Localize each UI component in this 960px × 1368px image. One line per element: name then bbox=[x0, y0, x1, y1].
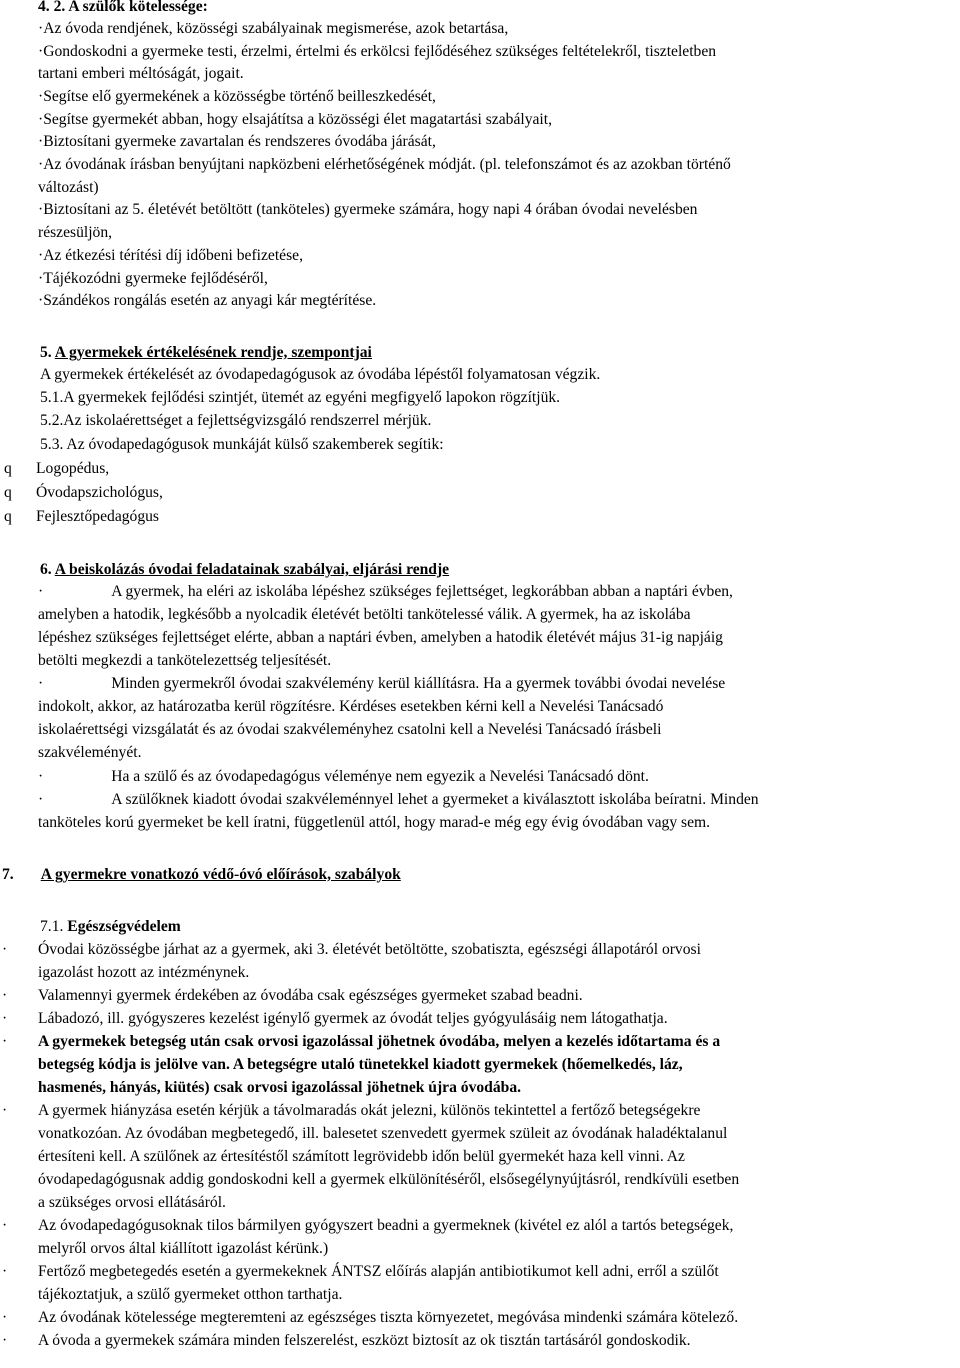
bullet: · bbox=[2, 1263, 8, 1280]
bullet: · bbox=[2, 1309, 8, 1326]
text-line: ·Segítse gyermekét abban, hogy elsajátítsa a közösségi élet magatartási szabályait, bbox=[38, 111, 552, 128]
text-line: igazolást hozott az intézménynek. bbox=[38, 964, 250, 981]
list-item: · Valamennyi gyermek érdekében az óvodába csak egészséges gyermeket szabad beadni. bbox=[38, 985, 583, 1007]
list-marker: q bbox=[4, 484, 12, 501]
text-line: tanköteles korú gyermeket be kell íratni, függetlenül attól, hogy marad-e még egy évig óvodában vagy sem. bbox=[38, 814, 711, 831]
text-line: 5.1.A gyermekek fejlődési szintjét, ütemét az egyéni megfigyelő lapokon rögzítjük. bbox=[40, 389, 561, 406]
text-line: 5.2.Az iskolaérettséget a fejlettségvizsgáló rendszerrel mérjük. bbox=[40, 412, 432, 429]
text-line: részesüljön, bbox=[38, 224, 113, 241]
text-line: betölti megkezdi a tankötelezettség teljesítését. bbox=[38, 652, 332, 669]
bullet: · bbox=[38, 583, 44, 600]
bullet: · bbox=[2, 1217, 8, 1234]
bullet: · bbox=[2, 1033, 8, 1050]
text-line: változást) bbox=[38, 179, 99, 196]
list-item: · A gyermekek betegség után csak orvosi igazolással jöhetnek óvodába, melyen a kezelés időtartama és a bbox=[38, 1031, 720, 1053]
section-5-heading: 5. A gyermekek értékelésének rendje, szempontjai bbox=[40, 344, 372, 361]
bullet: · bbox=[2, 1102, 8, 1119]
section-6-heading: 6. A beiskolázás óvodai feladatainak szabályai, eljárási rendje bbox=[40, 561, 450, 578]
text-line: lépéshez szükséges fejlettséget elérte, abban a naptári évben, amelyben a hatodik életévét május 31-ig napjáig bbox=[38, 629, 723, 646]
text-line: a szükséges orvosi ellátásáról. bbox=[38, 1194, 226, 1211]
list-item: · Óvodai közösségbe járhat az a gyermek, aki 3. életévét betöltötte, szobatiszta, egészségi állapotáról orvosi bbox=[38, 939, 701, 961]
section-7-heading: 7. A gyermekre vonatkozó védő-óvó előírások, szabályok bbox=[2, 866, 401, 883]
text-line: · A gyermek, ha eléri az iskolába lépéshez szükséges fejlettséget, legkorábban abban a naptári évben, bbox=[38, 583, 733, 600]
text-line: tájékoztatjuk, a szülő gyermeket otthon tarthatja. bbox=[38, 1286, 343, 1303]
list-item: · A óvoda a gyermekek számára minden felszerelést, eszközt biztosít az ok tisztán tartásáról gondoskodik. bbox=[38, 1330, 691, 1352]
text-line: vonatkozóan. Az óvodában megbetegedő, ill. balesetet szenvedett gyermek szüleit az óvodának haladéktalanul bbox=[38, 1125, 728, 1142]
text-line: betegség kódja is jelölve van. A betegségre utaló tünetekkel kiadott gyermekek (hőemelkedés, láz, bbox=[38, 1056, 683, 1073]
bullet: · bbox=[38, 675, 44, 692]
list-item: q Fejlesztőpedagógus bbox=[36, 506, 159, 528]
bullet: · bbox=[38, 768, 44, 785]
text-line: · A szülőknek kiadott óvodai szakvéleménnyel lehet a gyermeket a kiválasztott iskolába beíratni. Minden bbox=[38, 791, 759, 808]
text-line: ·Az étkezési térítési díj időbeni befizetése, bbox=[38, 247, 303, 264]
text-line: szakvéleményét. bbox=[38, 744, 142, 761]
text-line: 5.3. Az óvodapedagógusok munkáját külső szakemberek segítik: bbox=[40, 436, 444, 453]
text-line: ·Tájékozódni gyermeke fejlődéséről, bbox=[38, 270, 268, 287]
bullet: · bbox=[38, 791, 44, 808]
text-line: óvodapedagógusnak addig gondoskodni kell a gyermek elkülönítéséről, elsősegélynyújtásról, rendkívüli esetben bbox=[38, 1171, 740, 1188]
text-line: melyről orvos által kiállított igazolást kérünk.) bbox=[38, 1240, 329, 1257]
text-line: ·Szándékos rongálás esetén az anyagi kár megtérítése. bbox=[38, 292, 377, 309]
text-line: ·Biztosítani az 5. életévét betöltött (tanköteles) gyermeke számára, hogy napi 4 órában óvodai nevelésben bbox=[38, 201, 698, 218]
list-item: q Óvodapszichológus, bbox=[36, 482, 163, 504]
text-line: tartani emberi méltóságát, jogait. bbox=[38, 65, 244, 82]
bullet: · bbox=[2, 1010, 8, 1027]
section-4-heading: 4. 2. A szülők kötelessége: bbox=[38, 0, 208, 15]
text-line: ·Az óvoda rendjének, közösségi szabályainak megismerése, azok betartása, bbox=[38, 20, 509, 37]
text-line: ·Az óvodának írásban benyújtani napközbeni elérhetőségének módját. (pl. telefonszámot és az azokban történő bbox=[38, 156, 731, 173]
text-line: iskolaérettségi vizsgálatát és az óvodai szakvéleményhez csatolni kell a Nevelési Tanácsadó írásbeli bbox=[38, 721, 662, 738]
list-item: · Az óvodapedagógusoknak tilos bármilyen gyógyszert beadni a gyermeknek (kivétel ez alól a tartós betegségek, bbox=[38, 1215, 733, 1237]
bullet: · bbox=[2, 987, 8, 1004]
bullet: · bbox=[2, 941, 8, 958]
text-line: · Ha a szülő és az óvodapedagógus véleménye nem egyezik a Nevelési Tanácsadó dönt. bbox=[38, 768, 649, 785]
text-line: · Minden gyermekről óvodai szakvélemény kerül kiállításra. Ha a gyermek további óvodai nevelése bbox=[38, 675, 726, 692]
text-line: indokolt, akkor, az határozatba kerül rögzítésre. Kérdéses esetekben kérni kell a Nevelési Tanácsadó bbox=[38, 698, 664, 715]
list-item: · Fertőző megbetegedés esetén a gyermekeknek ÁNTSZ előírás alapján antibiotikumot kell adni, erről a szülőt bbox=[38, 1261, 719, 1283]
list-item: q Logopédus, bbox=[36, 458, 109, 480]
list-marker: q bbox=[4, 508, 12, 525]
text-line: amelyben a hatodik, legkésőbb a nyolcadik életévét betölti tankötelessé válik. A gyermek, ha az iskolába bbox=[38, 606, 691, 623]
list-item: · Lábadozó, ill. gyógyszeres kezelést igénylő gyermek az óvodát teljes gyógyulásáig nem látogathatja. bbox=[38, 1008, 668, 1030]
list-item: · Az óvodának kötelessége megteremteni az egészséges tiszta környezetet, megóvása mindenki számára kötelező. bbox=[38, 1307, 738, 1329]
list-marker: q bbox=[4, 460, 12, 477]
text-line: hasmenés, hányás, kiütés) csak orvosi igazolással jöhetnek újra óvodába. bbox=[38, 1079, 522, 1096]
text-line: ·Segítse elő gyermekének a közösségbe történő beilleszkedését, bbox=[38, 88, 436, 105]
list-item: · A gyermek hiányzása esetén kérjük a távolmaradás okát jelezni, különös tekintettel a fertőző betegségekre bbox=[38, 1100, 700, 1122]
text-line: ·Gondoskodni a gyermeke testi, érzelmi, értelmi és erkölcsi fejlődéséhez szükséges feltételekről, tiszteletben bbox=[38, 43, 717, 60]
text-line: ·Biztosítani gyermeke zavartalan és rendszeres óvodába járását, bbox=[38, 133, 436, 150]
bullet: · bbox=[2, 1332, 8, 1349]
subsection-7-1-heading: 7.1. Egészségvédelem bbox=[40, 918, 181, 935]
text-line: értesíteni kell. A szülőnek az értesítéstől számított legrövidebb időn belül gyermekét haza kell vinni. Az bbox=[38, 1148, 685, 1165]
text-line: A gyermekek értékelését az óvodapedagógusok az óvodába lépéstől folyamatosan végzik. bbox=[40, 366, 601, 383]
